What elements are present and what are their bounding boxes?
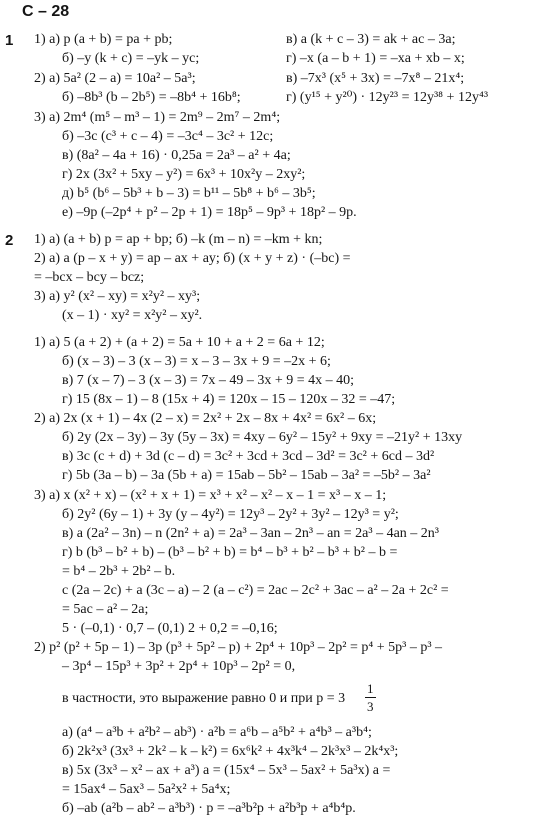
line: б) 2y (2x – 3y) – 3y (5y – 3x) = 4xy – 6y² – 15y² + 9xy = –21y² + 13xy [62, 430, 463, 445]
line: 2) а) 2x (x + 1) – 4x (2 – x) = 2x² + 2x – 8x + 4x² = 6x² – 6x; [34, 411, 377, 426]
line: а) (a⁴ – a³b + a²b² – ab³) · a²b = a⁶b – a⁵b² + a⁴b³ – a³b⁴; [62, 725, 372, 740]
line: г) 15 (8x – 1) – 8 (15x + 4) = 120x – 15 – 120x – 32 = –47; [62, 392, 396, 407]
line: в) 7 (x – 7) – 3 (x – 3) = 7x – 49 – 3x + 9 = 4x – 40; [62, 373, 354, 388]
line: – 3p⁴ – 15p³ + 3p² + 2p⁴ + 10p³ – 2p² = 0, [62, 659, 296, 674]
page-title: С – 28 [22, 3, 70, 20]
line: в) a (2a² – 3n) – n (2n² + a) = 2a³ – 3an – 2n³ – an = 2a³ – 4an – 2n³ [62, 526, 440, 541]
line: б) –3c (c³ + c – 4) = –3c⁴ – 3c² + 12c; [62, 129, 274, 144]
line: г) –x (a – b + 1) = –xa + xb – x; [286, 51, 465, 66]
line: г) b (b³ – b² + b) – (b³ – b² + b) = b⁴ – b³ + b² – b³ + b² – b = [62, 545, 398, 560]
problem-number-2: 2 [5, 232, 14, 249]
line: 2) p² (p² + 5p – 1) – 3p (p³ + 5p² – p) + 2p⁴ + 10p³ – 2p² = p⁴ + 5p³ – p³ – [34, 640, 443, 655]
line: б) (x – 3) – 3 (x – 3) = x – 3 – 3x + 9 = –2x + 6; [62, 354, 331, 369]
line: г) 2x (3x² + 5xy – y²) = 6x³ + 10x²y – 2xy²; [62, 167, 306, 182]
fraction-bar [365, 697, 376, 698]
line: c (2a – 2c) + a (3c – a) – 2 (a – c²) = 2ac – 2c² + 3ac – a² – 2a + 2c² = [62, 583, 449, 598]
line: 3) а) 2m⁴ (m⁵ – m³ – 1) = 2m⁹ – 2m⁷ – 2m⁴; [34, 110, 281, 125]
line: = 5ac – a² – 2a; [62, 602, 149, 617]
line: = 15ax⁴ – 5ax³ – 5a²x² + 5a⁴x; [62, 782, 231, 797]
line: е) –9p (–2p⁴ + p² – 2p + 1) = 18p⁵ – 9p³ + 18p² – 9p. [62, 205, 357, 220]
problem-number-1: 1 [5, 32, 14, 49]
fraction-numerator: 1 [367, 681, 374, 696]
line: г) (y¹⁵ + y²⁰) · 12y²³ = 12y³⁸ + 12y⁴³ [286, 90, 489, 105]
line: б) –8b³ (b – 2b⁵) = –8b⁴ + 16b⁸; [62, 90, 241, 105]
line: в) a (k + c – 3) = ak + ac – 3a; [286, 32, 456, 47]
line: = –bcx – bcy – bcz; [34, 270, 145, 285]
line: г) 5b (3a – b) – 3a (5b + a) = 15ab – 5b² – 15ab – 3a² = –5b² – 3a² [62, 468, 431, 483]
line: в частности, это выражение равно 0 и при p = 3 [62, 691, 346, 706]
line: в) 5x (3x³ – x² – ax + a³) a = (15x⁴ – 5x³ – 5ax² + 5a³x) a = [62, 763, 391, 778]
line: = b⁴ – 2b³ + 2b² – b. [62, 564, 176, 579]
line: в) –7x³ (x⁵ + 3x) = –7x⁸ – 21x⁴; [286, 71, 465, 86]
line: б) –ab (a²b – ab² – a³b³) · p = –a³b²p + a²b³p + a⁴b⁴p. [62, 801, 356, 816]
line: б) 2k²x³ (3x³ + 2k² – k – k²) = 6x⁶k² + 4x³k⁴ – 2k³x³ – 2k⁴x³; [62, 744, 399, 759]
line: 1) а) p (a + b) = pa + pb; [34, 32, 173, 47]
line: б) –y (k + c) = –yk – yc; [62, 51, 200, 66]
line: 2) а) a (p – x + y) = ap – ax + ay; б) (x + y + z) · (–bc) = [34, 251, 351, 266]
line: 1) а) 5 (a + 2) + (a + 2) = 5a + 10 + a + 2 = 6a + 12; [34, 335, 325, 350]
line: 2) а) 5a² (2 – a) = 10a² – 5a³; [34, 71, 196, 86]
line: 3) а) y² (x² – xy) = x²y² – xy³; [34, 289, 201, 304]
line: д) b⁵ (b⁶ – 5b³ + b – 3) = b¹¹ – 5b⁸ + b⁶ – 3b⁵; [62, 186, 316, 201]
fraction-denominator: 3 [367, 699, 374, 714]
line: в) 3c (c + d) + 3d (c – d) = 3c² + 3cd + 3cd – 3d² = 3c² + 6cd – 3d² [62, 449, 435, 464]
line: 1) а) (a + b) p = ap + bp; б) –k (m – n) = –km + kn; [34, 232, 323, 247]
line: (x – 1) · xy² = x²y² – xy². [62, 308, 203, 323]
line: в) (8a² – 4a + 16) · 0,25a = 2a³ – a² + 4a; [62, 148, 291, 163]
line: б) 2y² (6y – 1) + 3y (y – 4y²) = 12y³ – 2y² + 3y² – 12y³ = y²; [62, 507, 399, 522]
line: 3) а) x (x² + x) – (x² + x + 1) = x³ + x² – x² – x – 1 = x³ – x – 1; [34, 488, 387, 503]
line: 5 · (–0,1) · 0,7 – (0,1) 2 + 0,2 = –0,16; [62, 621, 278, 636]
